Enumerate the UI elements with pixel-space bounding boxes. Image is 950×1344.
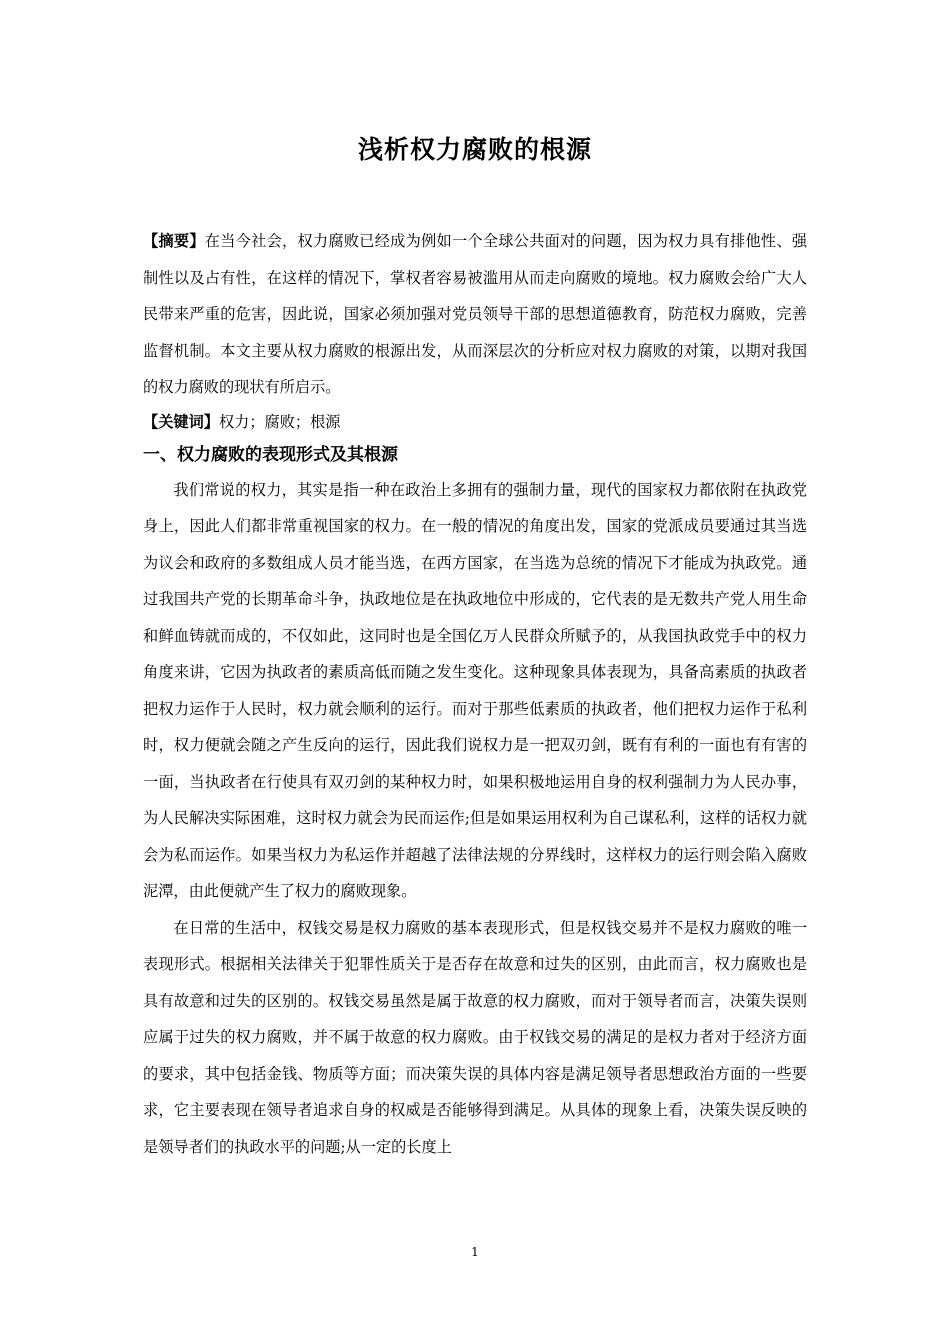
document-body [143, 223, 807, 1165]
body-paragraph: 我们常说的权力，其实是指一种在政治上多拥有的强制力量，现代的国家权力都依附在执政党身上，因此人们都非常重视国家的权力。在一般的情况的角度出发，国家的党派成员要通过其当选为议会和政府的多数组成人员才能当选，在西方国家，在当选为总统的情况下才能成为执政党。通过我国共产党的长期革命斗争，执政地位是在执政地位中形成的，它代表的是无数共产党人用生命和鲜血铸就而成的，不仅如此，这同时也是全国亿万人民群众所赋予的，从我国执政党手中的权力角度来讲，它因为执政者的素质高低而随之发生变化。这种现象具体表现为，具备高素质的执政者把权力运作于人民时，权力就会顺利的运行。而对于那些低素质的执政者，他们把权力运作于私利时，权力便就会随之产生反向的运行，因此我们说权力是一把双刃剑，既有有利的一面也有有害的一面，当执政者在行使具有双刃剑的某种权力时，如果积极地运用自身的权利强制力为人民办事，为人民解决实际困难，这时权力就会为民而运作;但是如果运用权利为自己谋私利，这样的话权力就会为私而运作。如果当权力为私运作并超越了法律法规的分界线时，这样权力的运行则会陷入腐败泥潭，由此便就产生了权力的腐败现象。 [143, 480, 807, 900]
page-number: 1 [471, 1245, 479, 1259]
keywords-line [143, 406, 807, 438]
section-heading: 一、权力腐败的表现形式及其根源 [143, 444, 398, 465]
keywords-text: 权力；腐败；根源 [218, 412, 341, 431]
abstract-text: 在当今社会，权力腐败已经成为例如一个全球公共面对的问题，因为权力具有排他性、强制性以及占有性，在这样的情况下，掌权者容易被滥用从而走向腐败的境地。权力腐败会给广大人民带来严重的危害，因此说，国家必须加强对党员领导干部的思想道德教育，防范权力腐败，完善监督机制。本文主要从权力腐败的根源出发，从而深层次的分析应对权力腐败的对策，以期对我国的权力腐败的现状有所启示。 [143, 232, 808, 396]
abstract-paragraph [143, 223, 807, 406]
abstract-label: 【摘要】 [143, 232, 205, 250]
body-paragraph: 在日常的生活中，权钱交易是权力腐败的基本表现形式，但是权钱交易并不是权力腐败的唯一表现形式。根据相关法律关于犯罪性质关于是否存在故意和过失的区别，由此而言，权力腐败也是具有故意和过失的区别的。权钱交易虽然是属于故意的权力腐败，而对于领导者而言，决策失误则应属于过失的权力腐败，并不属于故意的权力腐败。由于权钱交易的满足的是权力者对于经济方面的要求，其中包括金钱、物质等方面；而决策失误的具体内容是满足领导者思想政治方面的一些要求，它主要表现在领导者追求自身的权威是否能够得到满足。从具体的现象上看，决策失误反映的是领导者们的执政水平的问题;从一定的长度上 [143, 918, 807, 1156]
keywords-label: 【关键词】 [143, 412, 219, 431]
document-title: 浅析权力腐败的根源 [357, 135, 592, 164]
